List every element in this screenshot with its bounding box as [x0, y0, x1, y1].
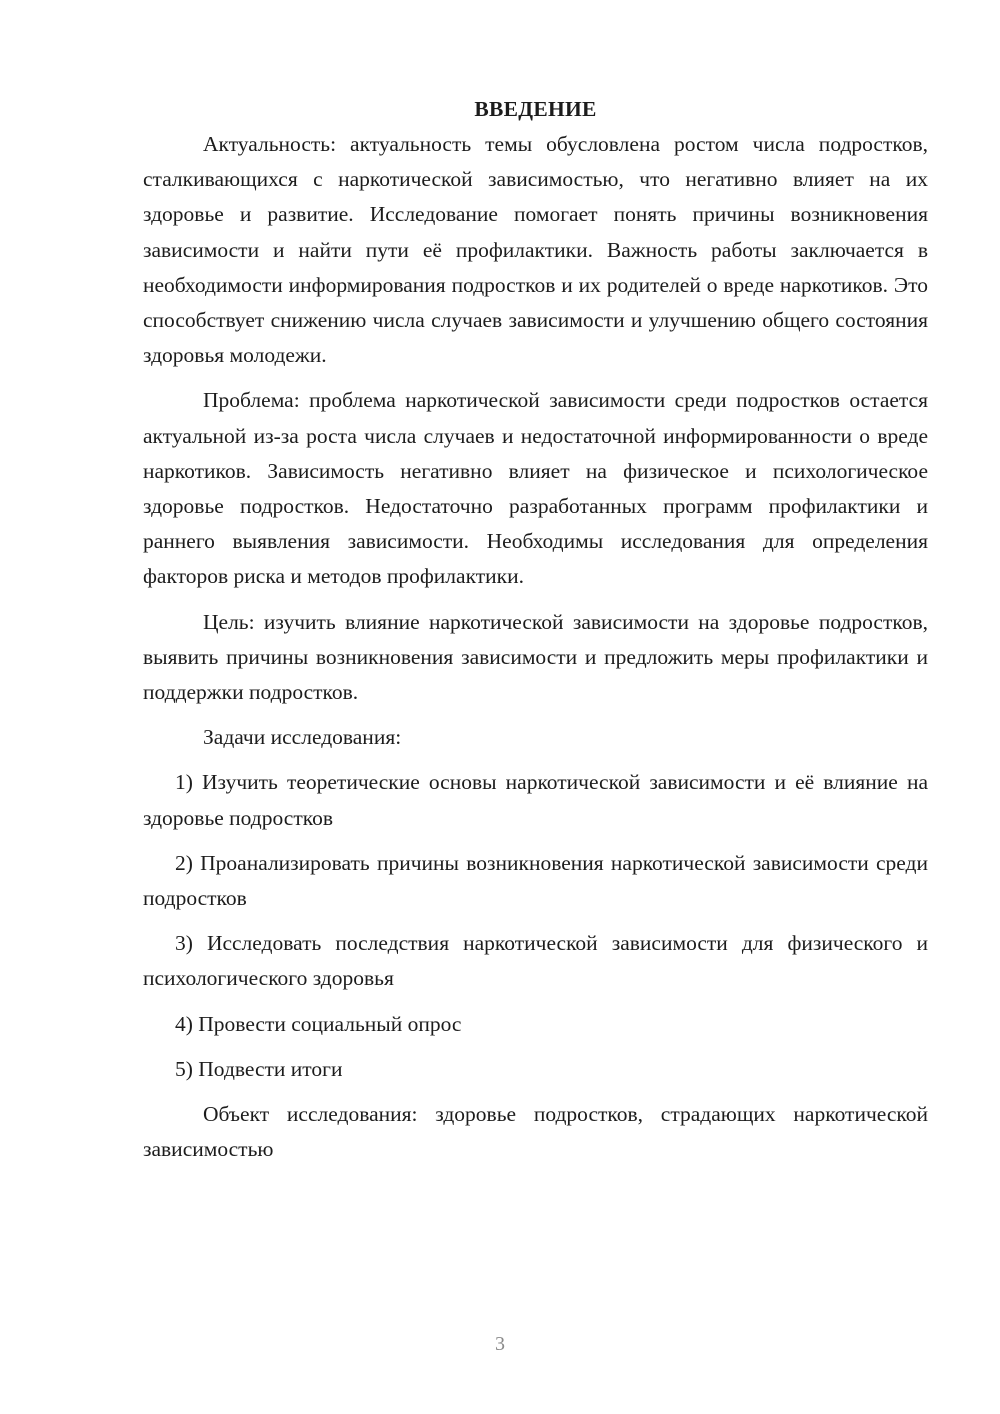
tasks-heading: Задачи исследования: [203, 725, 402, 750]
problem-paragraph: Проблема: проблема наркотической зависимости среди подростков остается актуальной из-за роста числа случаев и недостаточной информированности о вреде наркотиков. Зависимость негативно влияет на физическое и психологическое здоровье подростков. Недостаточно разработанных программ профилактики и раннего выявления зависимости. Необходимы исследования для определения факторов риска и методов профилактики. [143, 388, 928, 589]
relevance-paragraph: Актуальность: актуальность темы обусловлена ростом числа подростков, сталкивающихся с наркотической зависимостью, что негативно влияет на их здоровье и развитие. Исследование помогает понять причины возникновения зависимости и найти пути её профилактики. Важность работы заключается в необходимости информирования подростков и их родителей о вреде наркотиков. Это способствует снижению числа случаев зависимости и улучшению общего состояния здоровья молодежи. [143, 132, 928, 368]
page-number: 3 [495, 1333, 505, 1355]
task-item-1: 1) Изучить теоретические основы наркотической зависимости и её влияние на здоровье подростков [143, 770, 928, 830]
object-paragraph: Объект исследования: здоровье подростков, страдающих наркотической зависимостью [143, 1102, 928, 1162]
task-item-5: 5) Подвести итоги [175, 1056, 343, 1081]
document-page [143, 92, 928, 1167]
page-title: ВВЕДЕНИЕ [474, 97, 597, 121]
task-item-4: 4) Провести социальный опрос [175, 1011, 462, 1036]
task-item-2: 2) Проанализировать причины возникновения наркотической зависимости среди подростков [143, 850, 928, 911]
goal-paragraph: Цель: изучить влияние наркотической зависимости на здоровье подростков, выявить причины возникновения зависимости и предложить меры профилактики и поддержки подростков. [143, 609, 928, 705]
task-item-3: 3) Исследовать последствия наркотической зависимости для физического и психологического здоровья [143, 931, 928, 991]
